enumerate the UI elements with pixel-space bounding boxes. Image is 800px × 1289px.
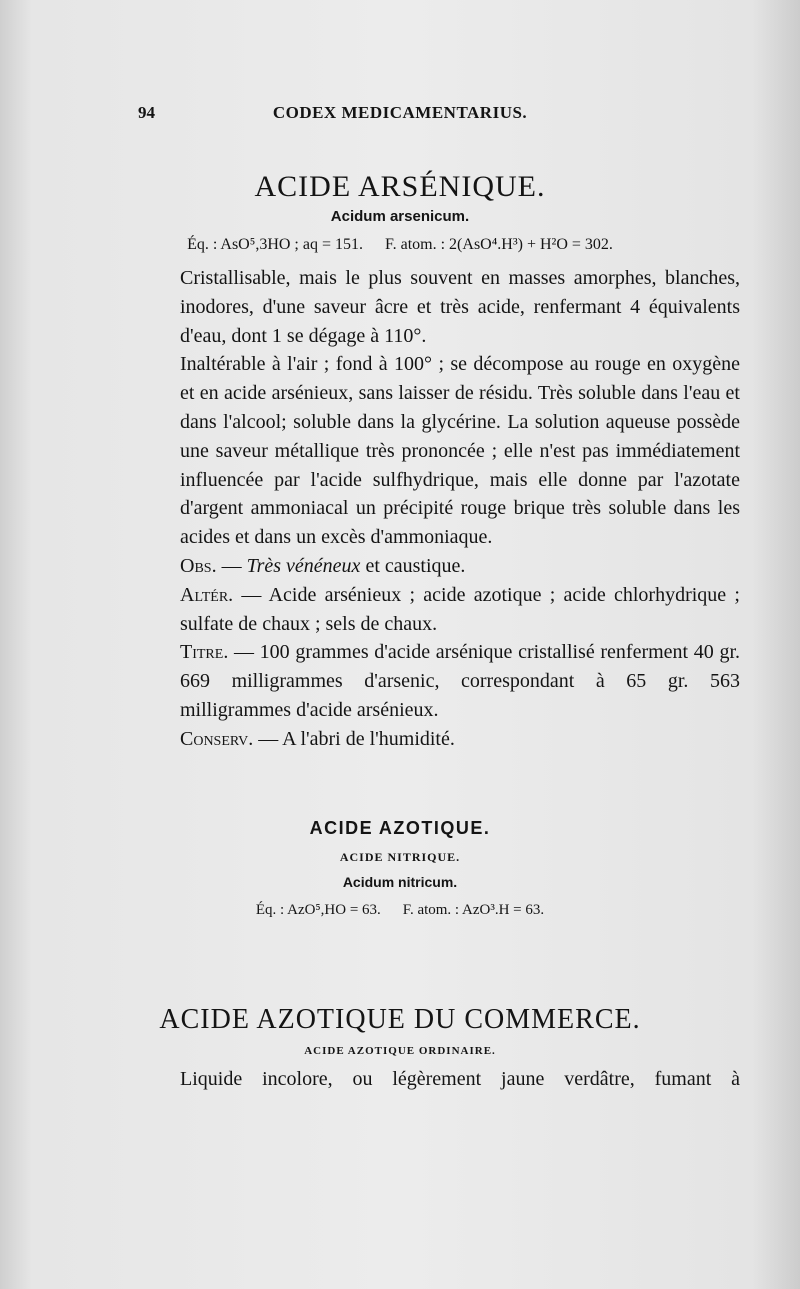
section-title-acide-arsenique: ACIDE ARSÉNIQUE. <box>254 170 546 203</box>
paragraph-properties: Inaltérable à l'air ; fond à 100° ; se décompose au rouge en oxygène et en acide arsénieux, sans laisser de résidu. Très soluble dans l'eau et dans l'alcool; soluble dans la glycérine. La solution aqueuse possède une saveur métallique très prononcée ; elle n'est pas immédiatement influencée par l'acide sulfhydrique, mais elle donne par l'azotate d'argent ammoniacal un précipité rouge brique très soluble dans les acides et dans un excès d'ammoniaque. <box>180 353 740 549</box>
paragraph-conserv <box>180 725 740 754</box>
alter-text: — Acide arsénieux ; acide azotique ; acide chlorhydrique ; sulfate de chaux ; sels de chaux. <box>180 583 740 635</box>
formula-line-arsenique <box>0 236 800 254</box>
obs-label: Obs. <box>180 554 217 577</box>
paragraph-commerce-first-line: Liquide incolore, ou légèrement jaune verdâtre, fumant à <box>180 1068 740 1090</box>
obs-emphasis: Très vénéneux <box>246 554 361 577</box>
section-title-acide-azotique: ACIDE AZOTIQUE. <box>309 818 491 838</box>
paragraph-obs: Obs. — Très vénéneux et caustique. <box>180 554 466 577</box>
conserv-label: Conserv. <box>180 727 254 750</box>
paragraph-description: Cristallisable, mais le plus souvent en masses amorphes, blanches, inodores, d'une saveur âcre et très acide, renfermant 4 équivalents d'eau, dont 1 se dégage à 110°. <box>180 267 740 347</box>
subtitle-acide-azotique-ordinaire: ACIDE AZOTIQUE ORDINAIRE. <box>304 1045 496 1057</box>
formula-atomic: F. atom. : AzO³.H = 63. <box>402 902 545 918</box>
formula-line-azotique <box>0 902 800 919</box>
running-title: CODEX MEDICAMENTARIUS. <box>272 103 528 122</box>
conserv-text: — A l'abri de l'humidité. <box>253 727 455 750</box>
subtitle-acide-nitrique: ACIDE NITRIQUE. <box>339 850 461 864</box>
formula-equivalent: Éq. : AzO⁵,HO = 63. <box>255 902 381 918</box>
formula-equivalent: Éq. : AsO⁵,3HO ; aq = 151. <box>187 236 363 253</box>
titre-text: — 100 grammes d'acide arsénique cristallisé renferment 40 gr. 669 milligrammes d'arsenic, correspondant à 65 gr. 563 milligrammes d'acide arsénieux. <box>180 641 740 721</box>
obs-rest: et caustique. <box>360 554 466 577</box>
titre-label: Titre. <box>180 641 229 664</box>
latin-name-nitricum: Acidum nitricum. <box>342 874 458 890</box>
alter-label: Altér. <box>180 583 234 606</box>
paragraph-titre <box>180 638 740 724</box>
formula-atomic: F. atom. : 2(AsO⁴.H³) + H²O = 302. <box>385 236 613 253</box>
paragraph-alter <box>180 581 740 639</box>
page-number: 94 <box>138 103 155 122</box>
body-text-arsenique <box>180 264 740 754</box>
latin-name-arsenicum: Acidum arsenicum. <box>330 208 470 225</box>
section-title-acide-azotique-commerce: ACIDE AZOTIQUE DU COMMERCE. <box>159 1004 641 1035</box>
